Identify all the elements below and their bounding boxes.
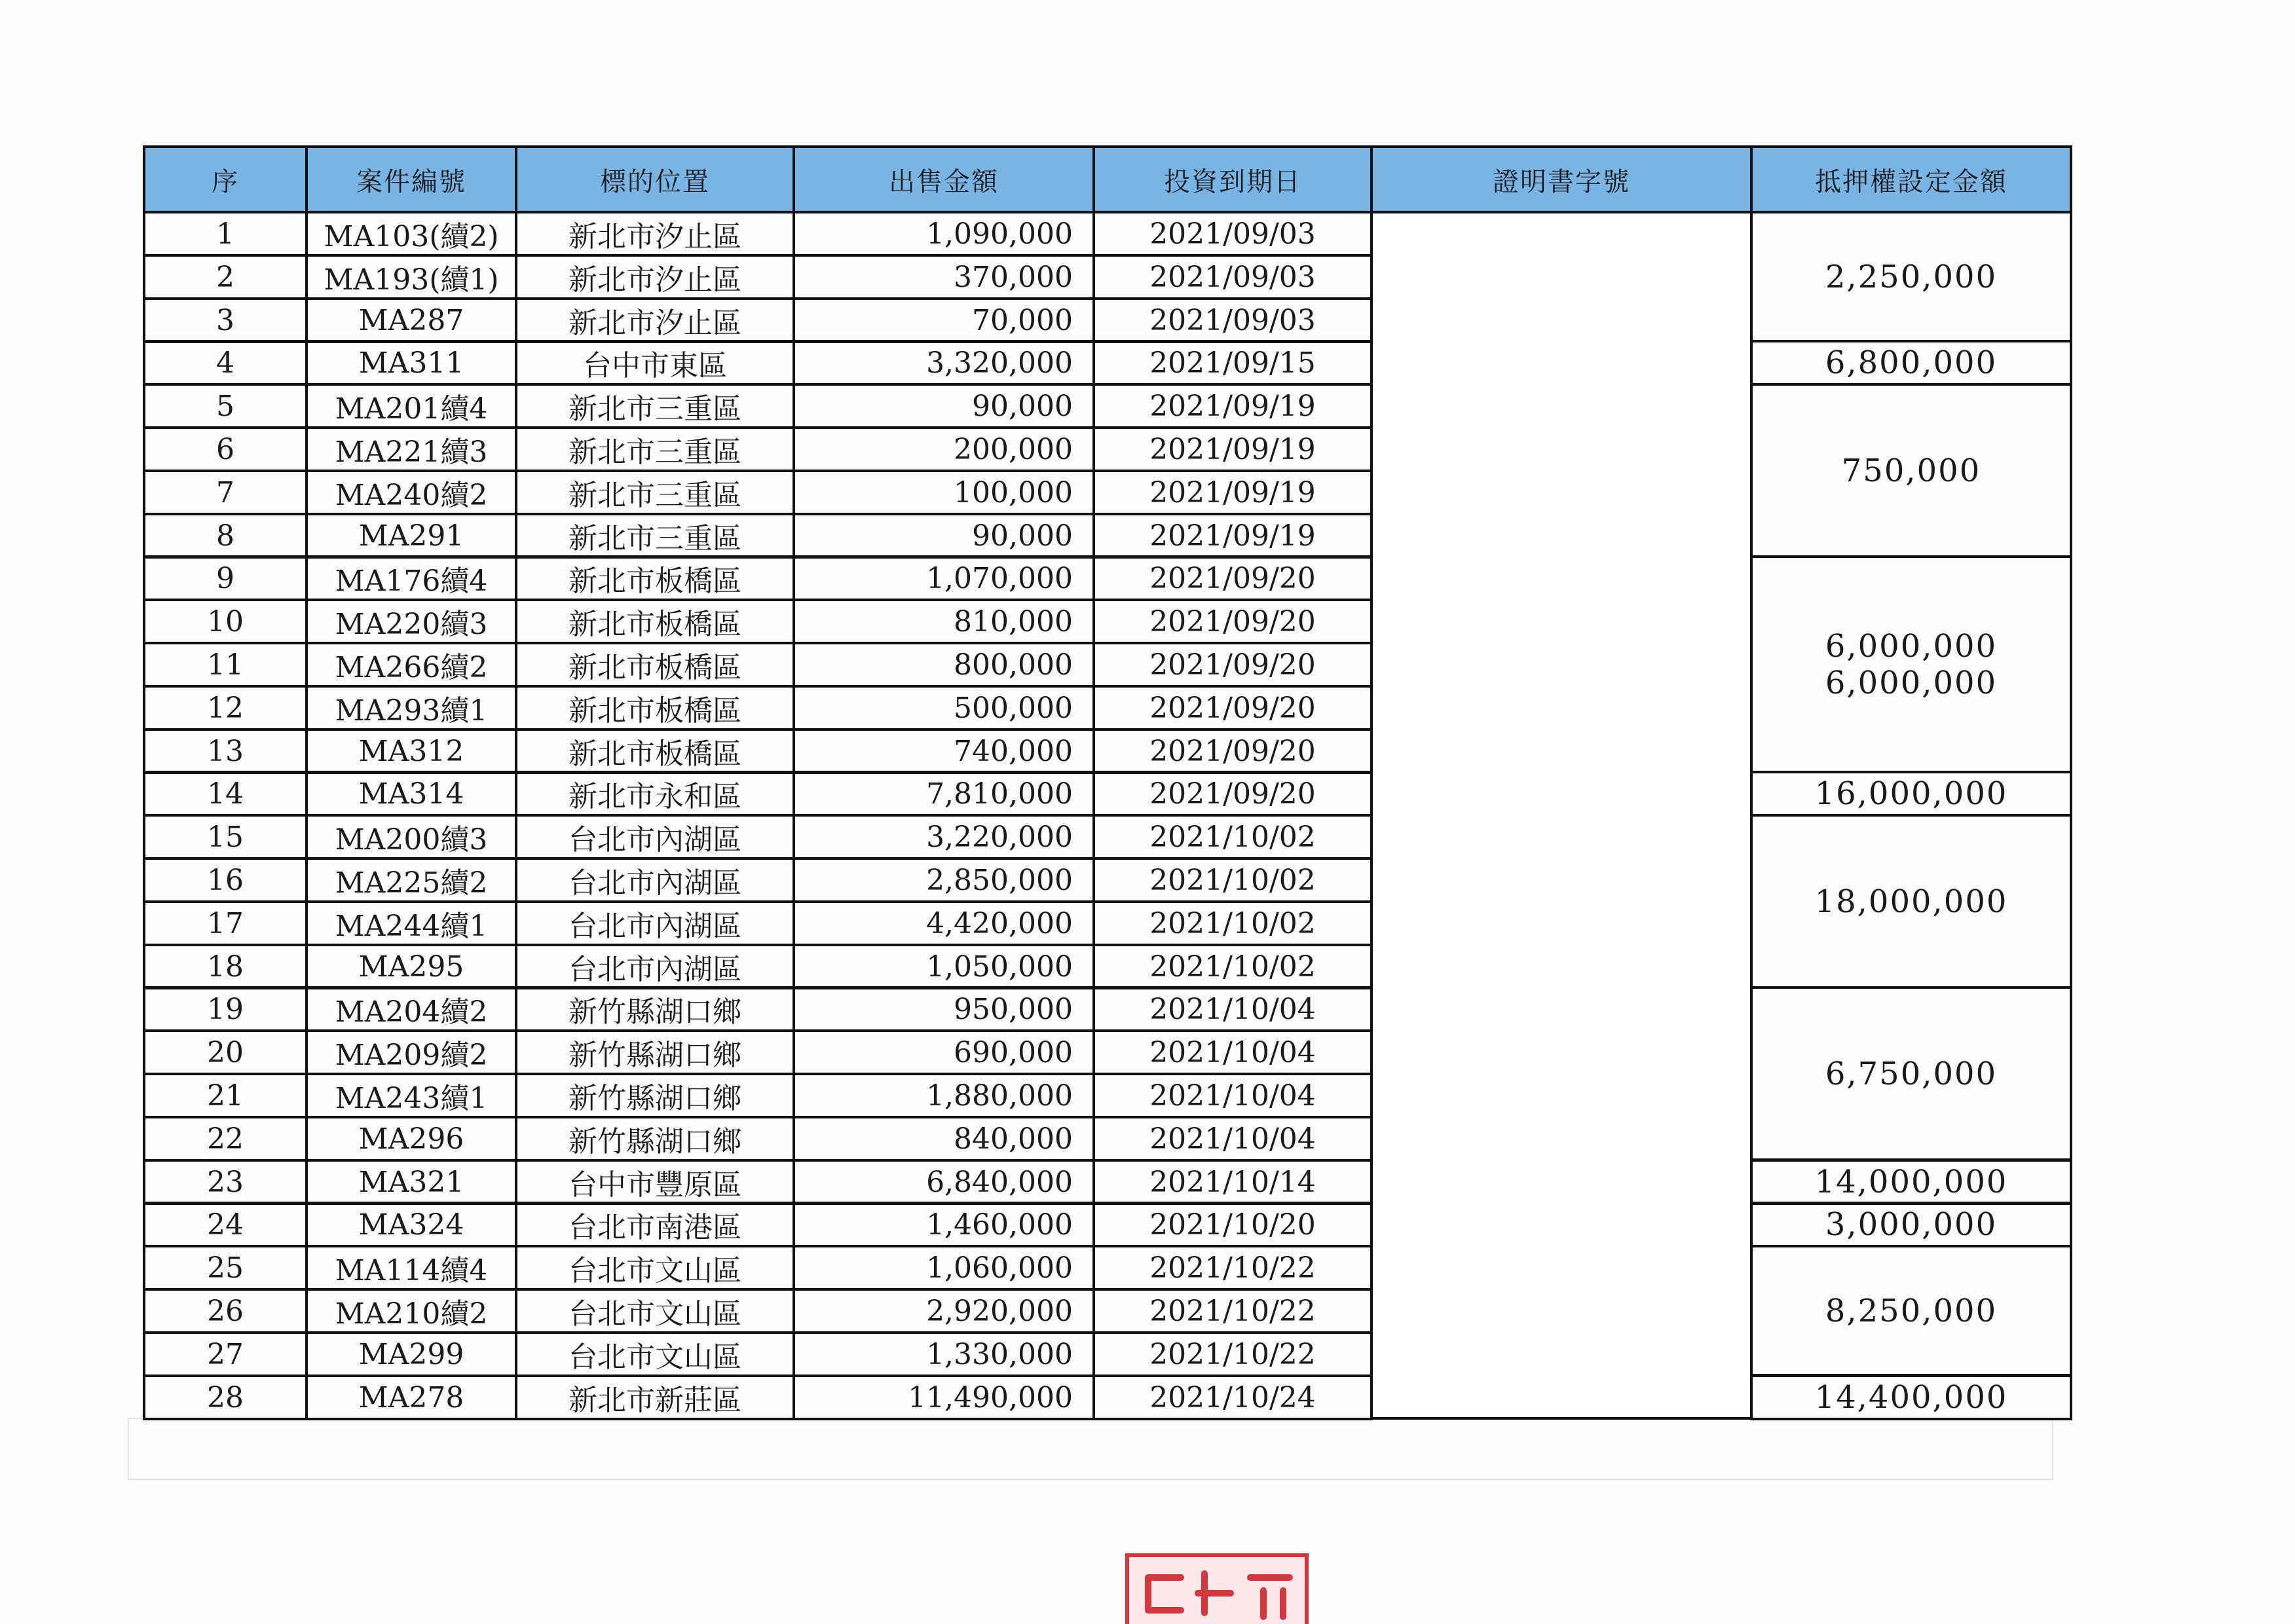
cell-mortgage-amount: [1750, 555, 2072, 773]
cell-date: 2021/10/20: [1092, 1202, 1373, 1247]
cell-seq: 11: [143, 642, 308, 688]
cell-amount: 1,060,000: [793, 1245, 1095, 1291]
red-seal-stamp: [1125, 1553, 1309, 1624]
cell-amount: 11,490,000: [793, 1375, 1095, 1420]
cell-seq: 27: [143, 1331, 308, 1377]
cell-loc: 新北市板橋區: [515, 642, 795, 688]
certificate-number-column: [1370, 211, 1753, 1420]
cell-mortgage-amount: [1750, 986, 2072, 1161]
cell-mortgage-amount: [1750, 1375, 2072, 1420]
cell-seq: 6: [143, 426, 308, 472]
cell-loc: 新竹縣湖口鄉: [515, 1073, 795, 1118]
cell-seq: 14: [143, 771, 308, 817]
cell-loc: 新北市三重區: [515, 513, 795, 559]
cell-case: MA221續3: [305, 426, 517, 472]
cell-case: MA312: [305, 728, 517, 774]
cell-seq: 28: [143, 1375, 308, 1420]
cell-case: MA200續3: [305, 814, 517, 860]
cell-loc: 新北市三重區: [515, 426, 795, 472]
mortgage-amount-text: 6,000,000: [1825, 627, 1998, 665]
cell-case: MA103(續2): [305, 211, 517, 257]
cell-case: MA291: [305, 513, 517, 559]
cell-mortgage-amount: [1750, 383, 2072, 558]
cell-date: 2021/09/19: [1092, 513, 1373, 559]
cell-case: MA311: [305, 340, 517, 386]
cell-loc: 台北市內湖區: [515, 944, 795, 989]
mortgage-amount-text: 14,400,000: [1814, 1379, 2008, 1416]
cell-loc: 新北市板橋區: [515, 685, 795, 731]
cell-date: 2021/09/20: [1092, 642, 1373, 688]
cell-loc: 新北市新莊區: [515, 1375, 795, 1420]
cell-case: MA210續2: [305, 1288, 517, 1334]
cell-mortgage-amount: [1750, 1159, 2072, 1205]
cell-date: 2021/09/20: [1092, 685, 1373, 731]
cell-mortgage-amount: [1750, 1245, 2072, 1376]
cell-date: 2021/10/14: [1092, 1159, 1373, 1205]
cell-loc: 台北市內湖區: [515, 900, 795, 946]
cell-loc: 台北市南港區: [515, 1202, 795, 1247]
cell-seq: 5: [143, 383, 308, 429]
cell-loc: 新北市板橋區: [515, 555, 795, 601]
cell-mortgage-amount: [1750, 814, 2072, 989]
cell-seq: 22: [143, 1116, 308, 1162]
cell-loc: 台北市文山區: [515, 1288, 795, 1334]
cell-case: MA176續4: [305, 555, 517, 601]
cell-loc: 台北市內湖區: [515, 814, 795, 860]
cell-amount: 7,810,000: [793, 771, 1095, 817]
cell-case: MA293續1: [305, 685, 517, 731]
mortgage-amount-text: 6,800,000: [1825, 344, 1998, 381]
cell-seq: 13: [143, 728, 308, 774]
cell-seq: 12: [143, 685, 308, 731]
cell-seq: 15: [143, 814, 308, 860]
header-loc: 標的位置: [515, 145, 795, 213]
cell-loc: 新北市三重區: [515, 383, 795, 429]
cell-case: MA295: [305, 944, 517, 989]
cell-date: 2021/10/24: [1092, 1375, 1373, 1420]
cell-amount: 1,050,000: [793, 944, 1095, 989]
cell-amount: 70,000: [793, 297, 1095, 343]
mortgage-amount-text: 18,000,000: [1814, 883, 2008, 920]
cell-amount: 950,000: [793, 986, 1095, 1032]
mortgage-amount-text: 750,000: [1841, 452, 1981, 489]
mortgage-amount-text: 3,000,000: [1825, 1206, 1998, 1243]
cell-case: MA321: [305, 1159, 517, 1205]
cell-amount: 690,000: [793, 1029, 1095, 1075]
cell-seq: 25: [143, 1245, 308, 1291]
cell-date: 2021/09/19: [1092, 426, 1373, 472]
cell-loc: 新北市汐止區: [515, 297, 795, 343]
cell-case: MA225續2: [305, 857, 517, 903]
cell-seq: 3: [143, 297, 308, 343]
cell-case: MA266續2: [305, 642, 517, 688]
cell-loc: 新竹縣湖口鄉: [515, 1116, 795, 1162]
header-mortgage: 抵押權設定金額: [1750, 145, 2072, 213]
cell-case: MA299: [305, 1331, 517, 1377]
cell-date: 2021/09/20: [1092, 728, 1373, 774]
faded-background-row: [128, 1418, 2053, 1480]
cell-loc: 台中市豐原區: [515, 1159, 795, 1205]
cell-loc: 新北市汐止區: [515, 211, 795, 257]
cell-date: 2021/10/04: [1092, 1029, 1373, 1075]
cell-date: 2021/10/04: [1092, 1073, 1373, 1118]
header-amount: 出售金額: [793, 145, 1095, 213]
cell-mortgage-amount: [1750, 340, 2072, 386]
cell-case: MA296: [305, 1116, 517, 1162]
cell-seq: 20: [143, 1029, 308, 1075]
cell-amount: 840,000: [793, 1116, 1095, 1162]
cell-amount: 500,000: [793, 685, 1095, 731]
cell-seq: 7: [143, 470, 308, 515]
header-date: 投資到期日: [1092, 145, 1373, 213]
cell-amount: 2,850,000: [793, 857, 1095, 903]
cell-mortgage-amount: [1750, 1202, 2072, 1247]
cell-seq: 8: [143, 513, 308, 559]
cell-amount: 6,840,000: [793, 1159, 1095, 1205]
cell-loc: 新北市板橋區: [515, 728, 795, 774]
cell-date: 2021/10/04: [1092, 986, 1373, 1032]
cell-amount: 4,420,000: [793, 900, 1095, 946]
cell-loc: 台北市文山區: [515, 1331, 795, 1377]
cell-mortgage-amount: [1750, 771, 2072, 817]
cell-date: 2021/09/03: [1092, 254, 1373, 300]
cell-case: MA209續2: [305, 1029, 517, 1075]
cell-date: 2021/09/03: [1092, 211, 1373, 257]
cell-loc: 台北市內湖區: [515, 857, 795, 903]
cell-case: MA201續4: [305, 383, 517, 429]
cell-case: MA287: [305, 297, 517, 343]
cell-seq: 21: [143, 1073, 308, 1118]
cell-seq: 23: [143, 1159, 308, 1205]
cell-date: 2021/10/04: [1092, 1116, 1373, 1162]
cell-mortgage-amount: [1750, 211, 2072, 342]
cell-amount: 810,000: [793, 599, 1095, 644]
cell-date: 2021/10/02: [1092, 857, 1373, 903]
cell-loc: 台北市文山區: [515, 1245, 795, 1291]
cell-seq: 9: [143, 555, 308, 601]
cell-amount: 3,320,000: [793, 340, 1095, 386]
cell-loc: 新竹縣湖口鄉: [515, 986, 795, 1032]
cell-seq: 18: [143, 944, 308, 989]
cell-seq: 24: [143, 1202, 308, 1247]
cell-date: 2021/09/19: [1092, 470, 1373, 515]
cell-amount: 2,920,000: [793, 1288, 1095, 1334]
cell-amount: 1,330,000: [793, 1331, 1095, 1377]
cell-case: MA240續2: [305, 470, 517, 515]
cell-date: 2021/09/03: [1092, 297, 1373, 343]
cell-date: 2021/09/19: [1092, 383, 1373, 429]
header-cert: 證明書字號: [1370, 145, 1753, 213]
cell-loc: 新竹縣湖口鄉: [515, 1029, 795, 1075]
cell-seq: 2: [143, 254, 308, 300]
cell-loc: 新北市三重區: [515, 470, 795, 515]
mortgage-amount-text: 6,750,000: [1825, 1055, 1998, 1092]
cell-amount: 100,000: [793, 470, 1095, 515]
cell-amount: 1,070,000: [793, 555, 1095, 601]
cell-case: MA193(續1): [305, 254, 517, 300]
cell-amount: 90,000: [793, 513, 1095, 559]
cell-date: 2021/10/02: [1092, 944, 1373, 989]
cell-case: MA314: [305, 771, 517, 817]
cell-date: 2021/10/02: [1092, 900, 1373, 946]
cell-case: MA220續3: [305, 599, 517, 644]
cell-amount: 370,000: [793, 254, 1095, 300]
cell-case: MA324: [305, 1202, 517, 1247]
cell-loc: 新北市板橋區: [515, 599, 795, 644]
cell-amount: 3,220,000: [793, 814, 1095, 860]
header-seq: 序: [143, 145, 308, 213]
cell-seq: 4: [143, 340, 308, 386]
mortgage-amount-text: 6,000,000: [1825, 664, 1998, 701]
cell-loc: 台中市東區: [515, 340, 795, 386]
cell-case: MA114續4: [305, 1245, 517, 1291]
cell-seq: 10: [143, 599, 308, 644]
cell-seq: 16: [143, 857, 308, 903]
cell-amount: 1,090,000: [793, 211, 1095, 257]
mortgage-amount-text: 16,000,000: [1814, 775, 2008, 812]
cell-amount: 90,000: [793, 383, 1095, 429]
cell-date: 2021/09/15: [1092, 340, 1373, 386]
cell-seq: 26: [143, 1288, 308, 1334]
cell-date: 2021/10/22: [1092, 1331, 1373, 1377]
cell-date: 2021/09/20: [1092, 599, 1373, 644]
cell-amount: 200,000: [793, 426, 1095, 472]
cell-case: MA204續2: [305, 986, 517, 1032]
mortgage-amount-text: 2,250,000: [1825, 258, 1998, 295]
cell-date: 2021/09/20: [1092, 771, 1373, 817]
cell-date: 2021/10/02: [1092, 814, 1373, 860]
mortgage-amount-text: 8,250,000: [1825, 1292, 1998, 1329]
cell-seq: 1: [143, 211, 308, 257]
cell-loc: 新北市汐止區: [515, 254, 795, 300]
cell-date: 2021/10/22: [1092, 1245, 1373, 1291]
cell-loc: 新北市永和區: [515, 771, 795, 817]
cell-date: 2021/10/22: [1092, 1288, 1373, 1334]
cell-amount: 1,460,000: [793, 1202, 1095, 1247]
cell-case: MA244續1: [305, 900, 517, 946]
mortgage-amount-text: 14,000,000: [1814, 1164, 2008, 1200]
cell-case: MA278: [305, 1375, 517, 1420]
cell-amount: 800,000: [793, 642, 1095, 688]
cell-seq: 17: [143, 900, 308, 946]
cell-seq: 19: [143, 986, 308, 1032]
cell-date: 2021/09/20: [1092, 555, 1373, 601]
cell-amount: 740,000: [793, 728, 1095, 774]
cell-case: MA243續1: [305, 1073, 517, 1118]
cell-amount: 1,880,000: [793, 1073, 1095, 1118]
header-case: 案件編號: [305, 145, 517, 213]
